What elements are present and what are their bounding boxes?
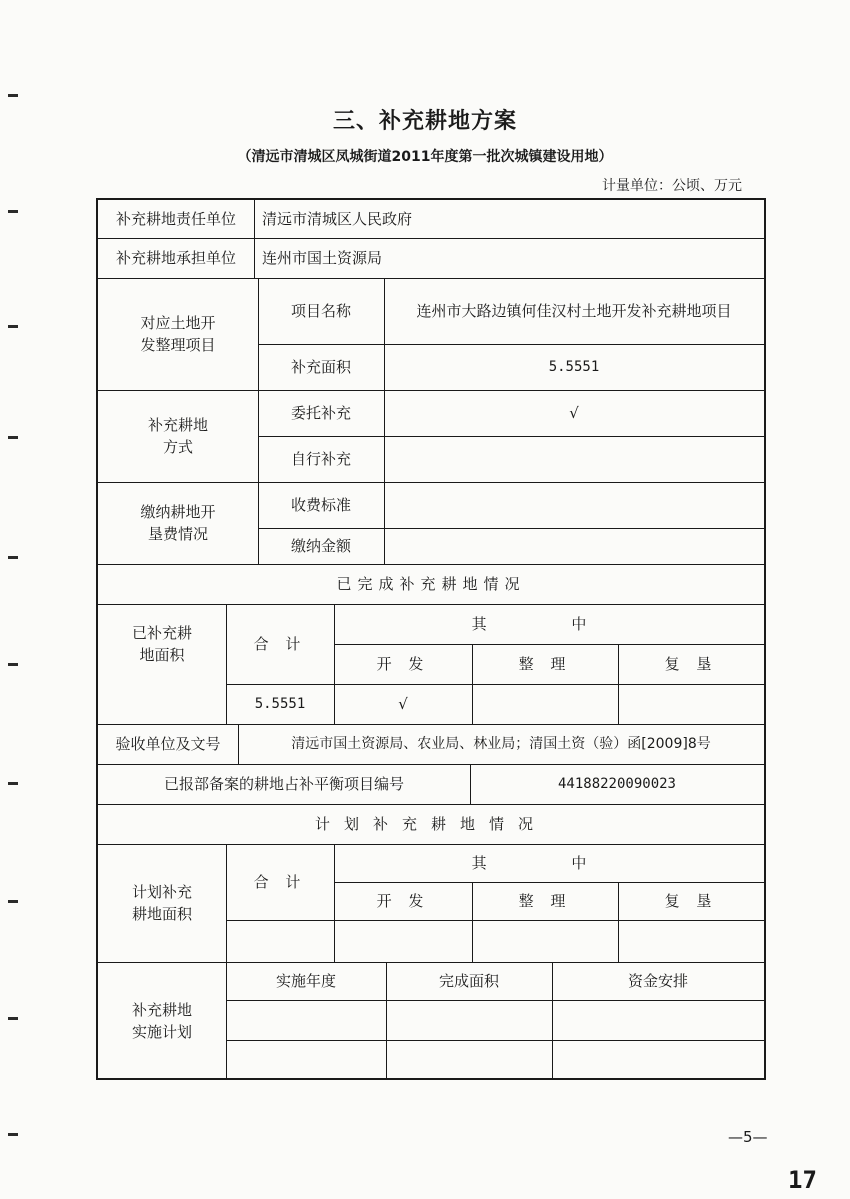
completed-dev-label: 开 发: [376, 655, 430, 673]
planned-total-label: 合 计: [253, 873, 307, 891]
planned-of-which-label: 其 中: [471, 854, 627, 872]
completed-total-value: 5.5551: [254, 696, 306, 712]
project-name-label: 项目名称: [290, 302, 351, 320]
acceptance-label: 验收单位及文号: [115, 735, 221, 753]
acceptance-value: 清远市国土资源局、农业局、林业局；清国土资（验）函[2009]8号: [291, 736, 711, 752]
method-group-label: 补充耕地方式: [147, 416, 208, 456]
supplement-area-value: 5.5551: [548, 359, 600, 375]
entrusted-check: √: [569, 404, 579, 422]
planned-area-label: 计划补充耕地面积: [131, 883, 192, 923]
completed-of-which-label: 其 中: [471, 615, 627, 633]
page-number: —5—: [728, 1128, 768, 1146]
page-title: 三、补充耕地方案: [332, 109, 517, 134]
completed-total-label: 合 计: [253, 635, 307, 653]
self-supplement-label: 自行补充: [290, 450, 351, 468]
impl-year-label: 实施年度: [275, 972, 336, 990]
completed-dev-check: √: [398, 695, 408, 713]
completed-reclaim-label: 复 垦: [664, 655, 718, 673]
planned-dev-label: 开 发: [376, 892, 430, 910]
fund-arrangement-label: 资金安排: [627, 972, 688, 990]
fee-amount-value: [384, 528, 764, 564]
undertaker-unit-value: 连州市国土资源局: [262, 249, 383, 267]
fee-group-label: 缴纳耕地开垦费情况: [140, 503, 216, 543]
supplement-area-label: 补充面积: [290, 358, 351, 376]
land-supplement-form: [96, 198, 766, 1080]
completed-reclaim-value: [618, 684, 764, 724]
entrusted-label: 委托补充: [290, 404, 351, 422]
responsible-unit-label: 补充耕地责任单位: [115, 210, 236, 228]
completed-section-title: 已完成补充耕地情况: [336, 575, 526, 593]
record-number-value: 44188220090023: [557, 776, 676, 792]
planned-arrange-label: 整 理: [518, 892, 572, 910]
unit-label: 计量单位：公顷、万元: [602, 178, 742, 194]
corner-number: 17: [788, 1166, 817, 1194]
responsible-unit-value: 清远市清城区人民政府: [262, 210, 413, 228]
completed-arrange-value: [472, 684, 618, 724]
project-name-value: 连州市大路边镇何佳汉村土地开发补充耕地项目: [416, 302, 732, 320]
project-group-label: 对应土地开发整理项目: [140, 314, 216, 354]
planned-reclaim-label: 复 垦: [664, 892, 718, 910]
planned-section-title: 计划补充耕地情况: [314, 815, 547, 833]
undertaker-unit-label: 补充耕地承担单位: [115, 249, 236, 267]
completed-area-header: 完成面积: [438, 972, 499, 990]
completed-area-label: 已补充耕地面积: [131, 624, 192, 664]
fee-standard-label: 收费标准: [290, 496, 351, 514]
fee-amount-label: 缴纳金额: [290, 537, 351, 555]
implementation-plan-label: 补充耕地实施计划: [131, 1001, 192, 1041]
fee-standard-value: [384, 482, 764, 528]
record-number-label: 已报部备案的耕地占补平衡项目编号: [163, 775, 404, 793]
self-supplement-value: [384, 436, 764, 482]
page-subtitle: （清远市清城区凤城街道2011年度第一批次城镇建设用地）: [237, 149, 613, 165]
completed-arrange-label: 整 理: [518, 655, 572, 673]
